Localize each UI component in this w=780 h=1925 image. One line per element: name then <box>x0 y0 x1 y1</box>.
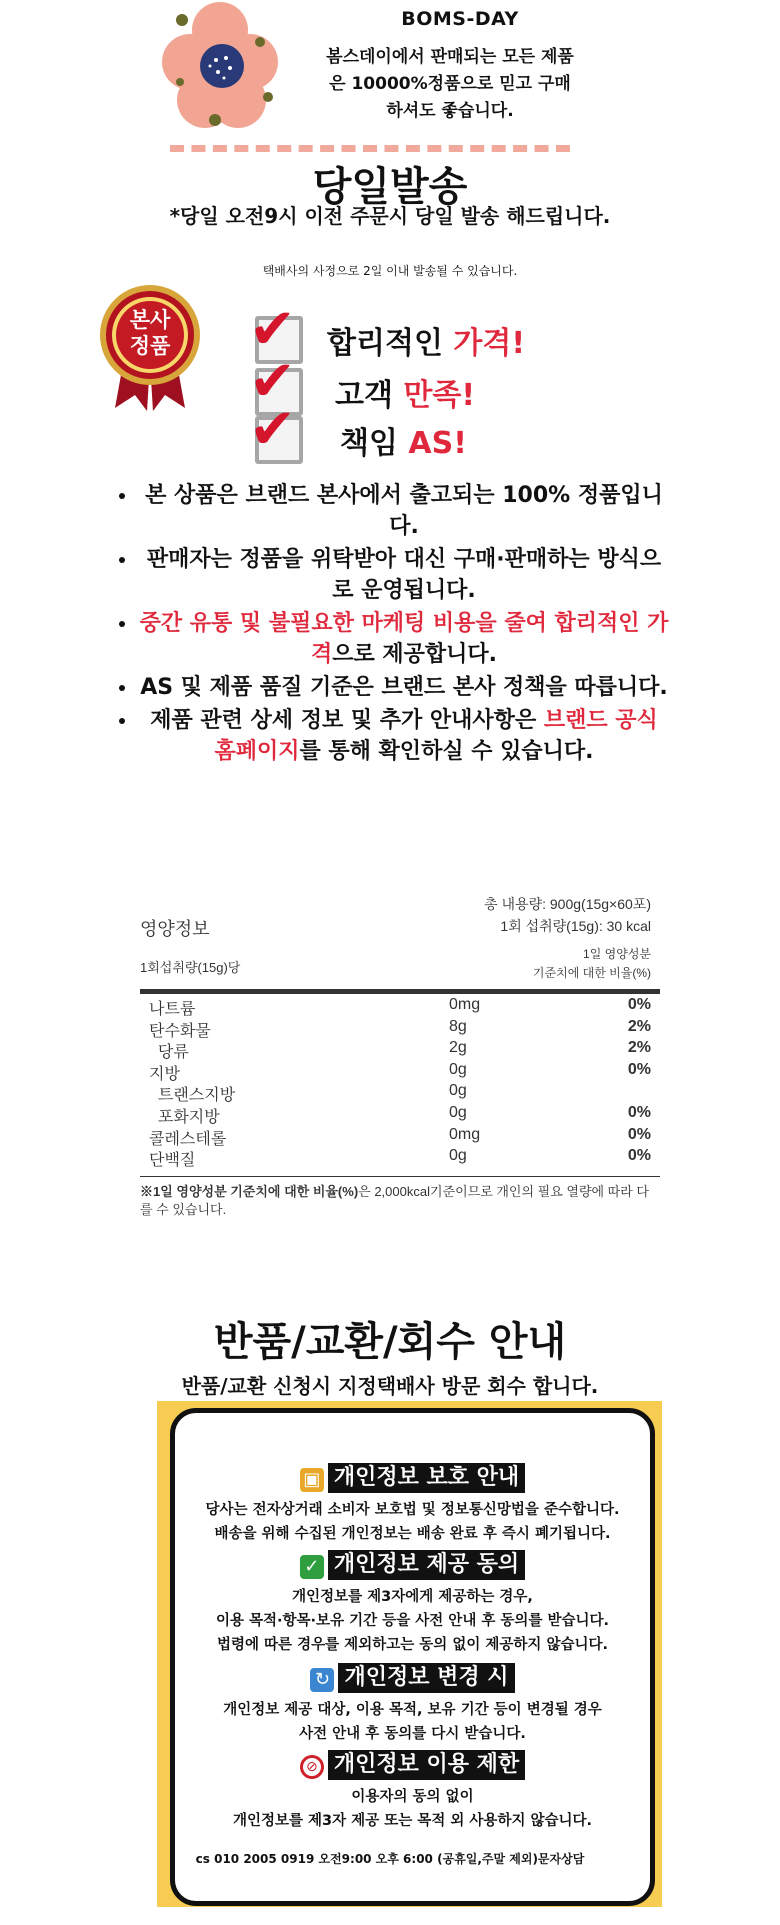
bullet-text: 제품 관련 상세 정보 및 추가 안내사항은 <box>150 708 544 733</box>
check-text: 고객 <box>335 378 404 413</box>
nutrition-row <box>149 1147 651 1169</box>
bullet-text: 판매자는 정품을 위탁받아 대신 구매·판매하는 방식으로 운영됩니다. <box>146 547 662 603</box>
badge-line: 정품 <box>129 334 171 358</box>
desc-line: 봄스데이에서 판매되는 모든 제품 <box>326 47 574 67</box>
nutrient-amount: 2g <box>449 1039 467 1057</box>
nutrition-row <box>149 1061 651 1083</box>
cs-contact: cs 010 2005 0919 오전9:00 오후 6:00 (공휴일,주말 제외)문자상담 <box>195 1852 585 1866</box>
bullet-text: 으로 제공합니다. <box>332 642 498 667</box>
per-serving-label: 1회섭취량(15g)당 <box>140 960 241 975</box>
nutrition-row <box>149 1018 651 1040</box>
nutrient-name: 지방 <box>149 1065 180 1083</box>
brand-name: BOMS-DAY <box>401 8 519 30</box>
text-line: 개인정보를 제3자에게 제공하는 경우, <box>292 1589 533 1605</box>
nutrition-panel <box>137 893 657 1238</box>
check-highlight: 가격! <box>453 326 526 361</box>
nutrient-percent: 0% <box>627 1104 651 1121</box>
nutrient-percent: 2% <box>627 1017 651 1035</box>
section-title-label: 개인정보 제공 동의 <box>328 1550 525 1580</box>
section-text <box>175 1698 650 1746</box>
nutrient-name: 포화지방 <box>149 1109 220 1126</box>
section-title-label: 개인정보 이용 제한 <box>328 1750 525 1780</box>
check-text: 합리적인 <box>327 326 454 361</box>
check-highlight: 만족! <box>403 378 476 413</box>
nutrient-amount: 8g <box>449 1017 467 1035</box>
section-text <box>175 1585 650 1657</box>
nutrient-name: 탄수화물 <box>149 1022 211 1040</box>
nutrient-amount: 0g <box>449 1060 467 1078</box>
nutrient-amount: 0g <box>449 1104 467 1121</box>
brand-description <box>270 44 630 125</box>
nutrition-summary <box>484 893 651 937</box>
nutrient-percent: 2% <box>627 1039 651 1057</box>
nutrient-amount: 0g <box>449 1147 467 1165</box>
badge-line: 본사 <box>129 308 171 332</box>
nutrient-amount: 0mg <box>449 996 481 1013</box>
checkmark-icon: ✔ <box>249 397 296 462</box>
check-item <box>249 349 555 416</box>
info-bullets <box>110 480 670 769</box>
bullet-item <box>138 480 670 542</box>
text-line: 법령에 따른 경우를 제외하고는 동의 없이 제공하지 않습니다. <box>216 1637 609 1653</box>
text-line: 개인정보 제공 대상, 이용 목적, 보유 기간 등이 변경될 경우 <box>223 1702 602 1718</box>
nutrition-row <box>149 996 651 1018</box>
text-line: 개인정보를 제3자 제공 또는 목적 외 사용하지 않습니다. <box>232 1813 593 1829</box>
nutrient-name: 트랜스지방 <box>149 1087 236 1105</box>
privacy-notice-box <box>170 1408 655 1906</box>
bullet-item <box>138 608 670 670</box>
check-text: 책임 <box>340 426 409 461</box>
nutrient-name: 당류 <box>149 1044 189 1062</box>
thick-rule <box>140 989 660 994</box>
bullet-item <box>138 705 670 767</box>
checkmark-icon: ✔ <box>249 349 296 414</box>
same-day-title: 당일발송 <box>312 164 468 210</box>
badge-label <box>95 307 205 359</box>
nutrient-name: 나트륨 <box>149 1001 196 1018</box>
daily-line: 1일 영양성분 <box>583 947 651 961</box>
text-line: 이용자의 동의 없이 <box>351 1789 474 1805</box>
section-title-label: 개인정보 보호 안내 <box>328 1463 525 1493</box>
nutrition-row <box>149 1039 651 1061</box>
nutrient-percent: 0% <box>627 1125 651 1143</box>
footnote-text: 은 2,000kcal기준이므로 개인의 필요 열량에 따라 다를 수 있습니다. <box>140 1184 649 1217</box>
text-line: 배송을 위해 수집된 개인정보는 배송 완료 후 즉시 폐기됩니다. <box>214 1526 611 1542</box>
section-title <box>175 1663 650 1693</box>
bullet-text: AS 및 제품 품질 기준은 브랜드 본사 정책을 따릅니다. <box>140 675 668 700</box>
nutrient-percent: 0% <box>627 1060 651 1078</box>
text-line: 사전 안내 후 동의를 다시 받습니다. <box>299 1726 526 1742</box>
section-text <box>175 1785 650 1833</box>
text-line: 이용 목적·항목·보유 기간 등을 사전 안내 후 동의를 받습니다. <box>215 1613 610 1629</box>
nutrient-amount: 0g <box>449 1082 467 1100</box>
serving-calories: 1회 섭취량(15g): 30 kcal <box>500 918 651 934</box>
nutrition-row <box>149 1104 651 1126</box>
return-subtitle: 반품/교환 신청시 지정택배사 방문 회수 합니다. <box>181 1374 599 1398</box>
bullet-text: 를 통해 확인하실 수 있습니다. <box>299 739 594 764</box>
checkmark-icon: ✔ <box>249 297 296 362</box>
nutrient-amount: 0mg <box>449 1125 481 1143</box>
section-title <box>175 1463 650 1493</box>
check-item <box>249 297 555 364</box>
desc-line: 은 10000%정품으로 믿고 구매 <box>329 74 571 94</box>
section-title <box>175 1750 650 1780</box>
bullet-highlight: 중간 유통 및 불필요한 마케팅 비용을 줄여 합리적인 가격 <box>139 611 669 667</box>
daily-line: 기준치에 대한 비율(%) <box>532 966 651 980</box>
bullet-text: 본 상품은 브랜드 본사에서 출고되는 100% 정품입니다. <box>145 483 663 539</box>
daily-value-header <box>533 945 651 983</box>
prohibited-icon: ⊘ <box>300 1755 324 1779</box>
same-day-note: *당일 오전9시 이전 주문시 당일 발송 해드립니다. <box>169 204 611 228</box>
nutrient-percent: 0% <box>627 996 651 1013</box>
nutrition-row <box>149 1126 651 1148</box>
check-icon: ✓ <box>300 1555 324 1579</box>
section-title <box>175 1550 650 1580</box>
nutrition-title: 영양정보 <box>140 919 210 939</box>
nutrition-footnote <box>140 1183 660 1219</box>
flower-logo <box>160 2 280 130</box>
total-content: 총 내용량: 900g(15g×60포) <box>484 896 651 912</box>
lock-icon: ▣ <box>300 1468 324 1492</box>
text-line: 당사는 전자상거래 소비자 보호법 및 정보통신망법을 준수합니다. <box>205 1502 620 1518</box>
section-text <box>175 1498 650 1546</box>
nutrient-name: 콜레스테롤 <box>149 1130 227 1148</box>
nutrition-row <box>149 1082 651 1104</box>
dashed-divider <box>170 145 570 152</box>
bullet-item <box>138 544 670 606</box>
nutrient-percent: 0% <box>627 1147 651 1165</box>
check-highlight: AS! <box>408 426 467 461</box>
nutrient-name: 단백질 <box>149 1152 196 1170</box>
footnote-bold: ※1일 영양성분 기준치에 대한 비율(%) <box>140 1184 359 1199</box>
section-title-label: 개인정보 변경 시 <box>338 1663 514 1693</box>
return-title: 반품/교환/회수 안내 <box>213 1319 567 1365</box>
courier-note: 택배사의 사정으로 2일 이내 발송될 수 있습니다. <box>262 264 518 278</box>
bullet-item <box>138 672 670 703</box>
bullet-highlight: 브랜드 공식 홈페이지 <box>214 708 658 764</box>
refresh-icon: ↻ <box>310 1668 334 1692</box>
desc-line: 하셔도 좋습니다. <box>386 101 514 121</box>
check-item <box>249 397 555 464</box>
thin-rule <box>140 1176 660 1177</box>
